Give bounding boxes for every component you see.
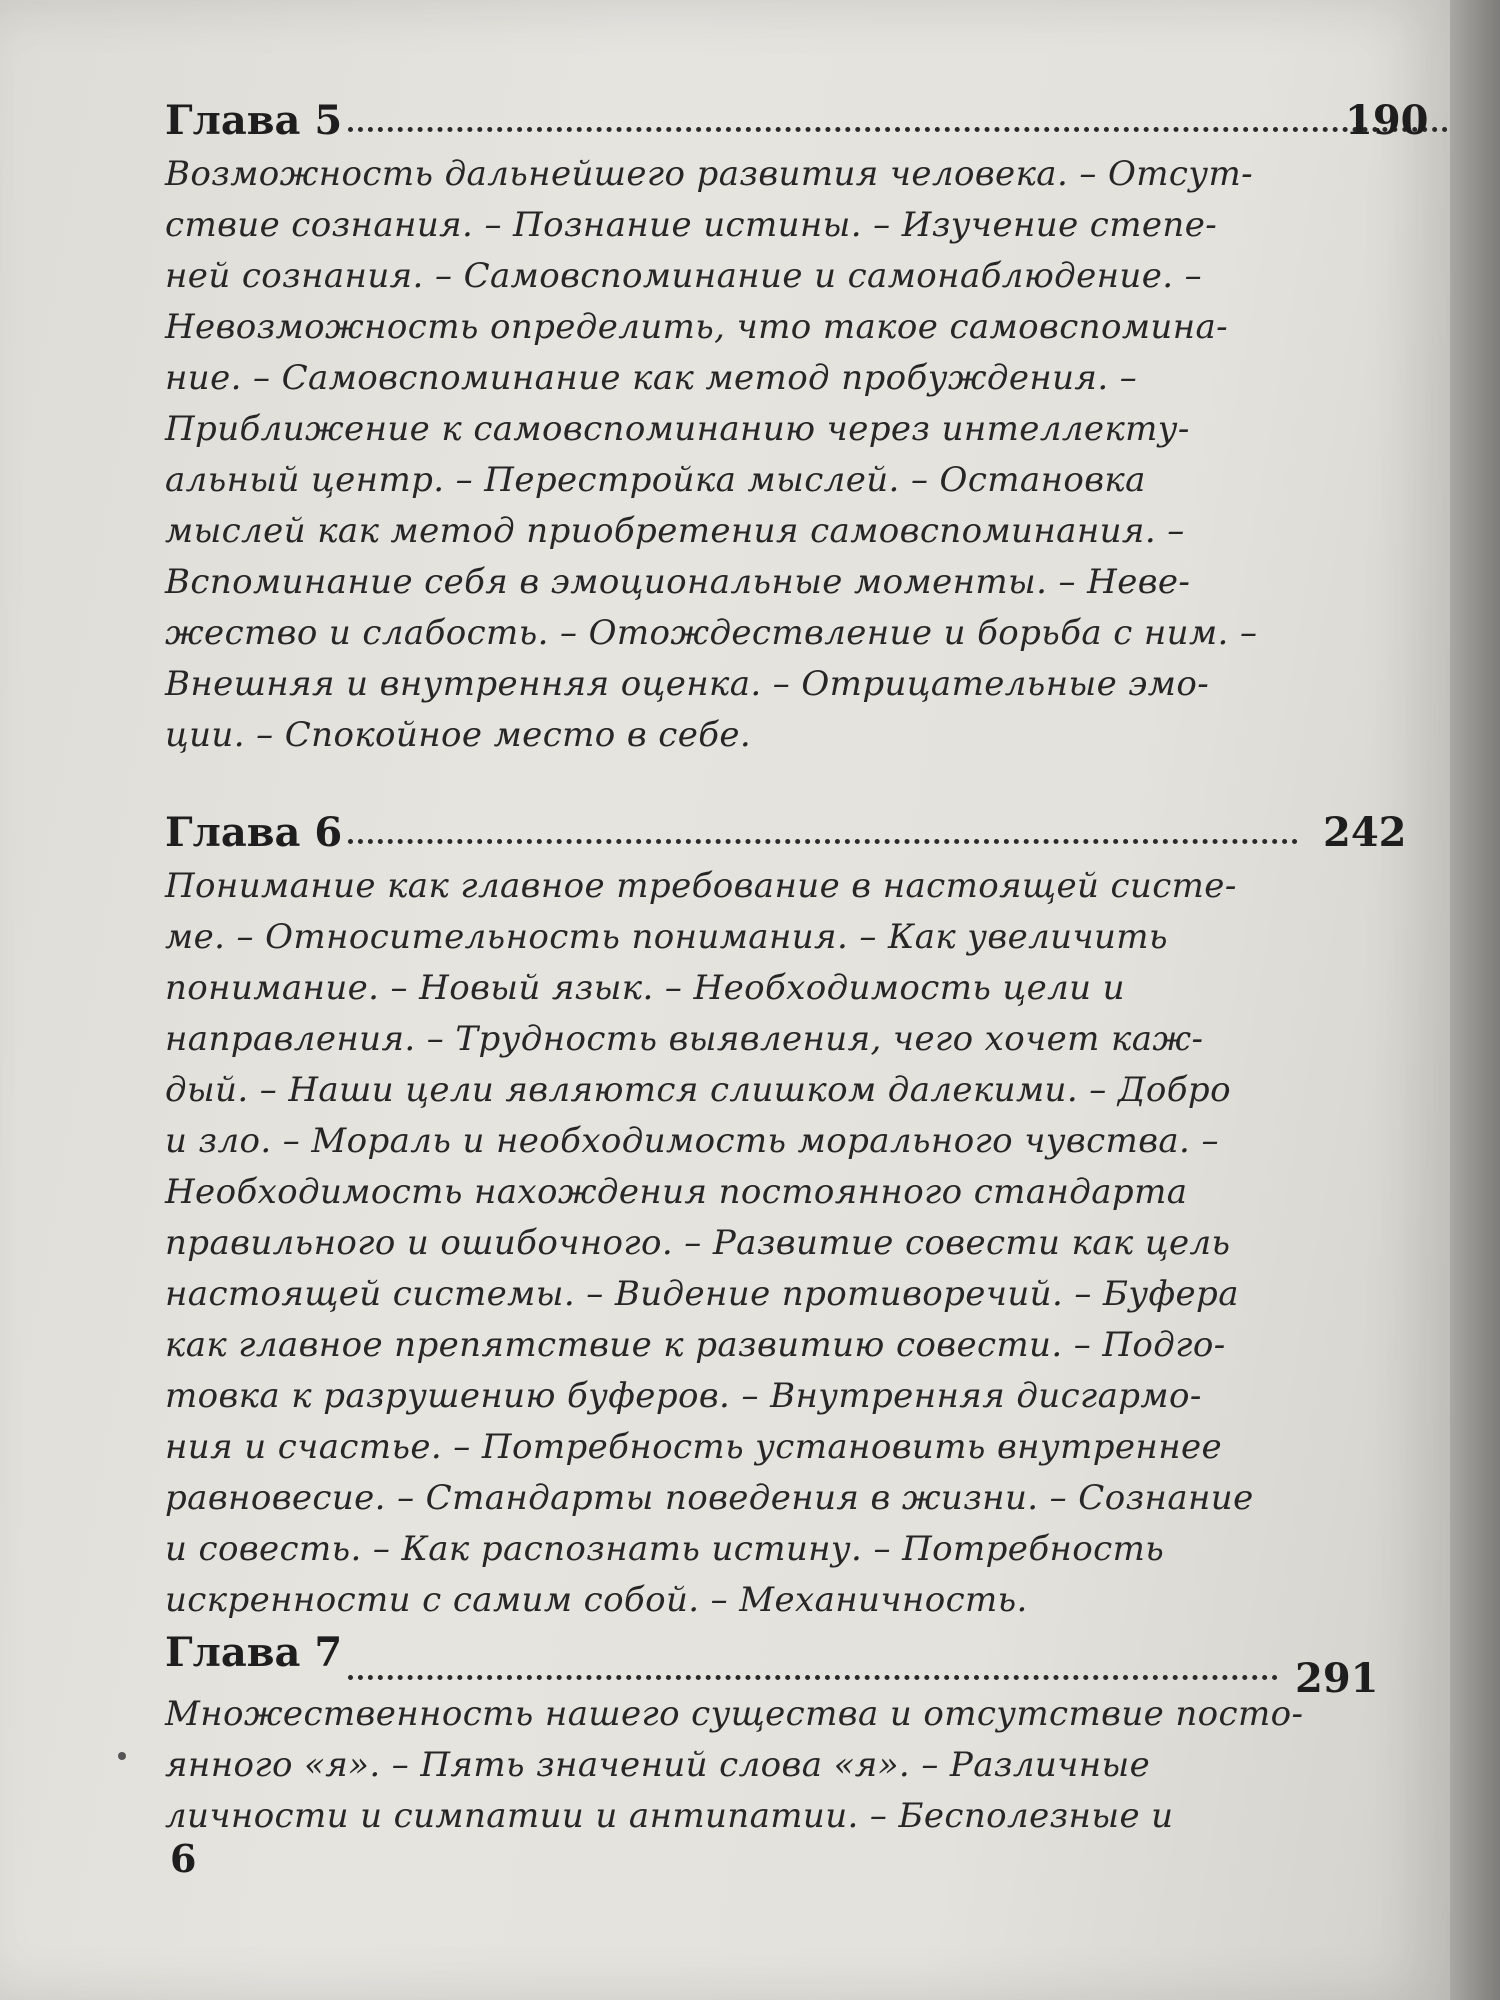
chapter-5-page-number: 190 [1345,97,1429,144]
summary-line: ме. – Относительность понимания. – Как увеличить [165,917,1168,957]
summary-line: Невозможность определить, что такое самовспомина- [165,307,1229,347]
summary-line: Необходимость нахождения постоянного стандарта [165,1172,1188,1212]
summary-line: личности и симпатии и антипатии. – Бесполезные и [165,1796,1174,1836]
summary-line: альный центр. – Перестройка мыслей. – Остановка [165,460,1146,500]
summary-line: мыслей как метод приобретения самовспоминания. – [165,511,1185,551]
chapter-6-summary [165,861,1295,1626]
chapter-5-title: Глава 5 [165,97,343,144]
chapter-7-entry [165,1625,1415,1842]
summary-line: Приближение к самовспоминанию через интеллекту- [165,409,1190,449]
chapter-6-title: Глава 6 [165,809,343,856]
summary-line: жество и слабость. – Отождествление и борьба с ним. – [165,613,1258,653]
summary-line: ния и счастье. – Потребность установить внутреннее [165,1427,1223,1467]
summary-line: Внешняя и внутренняя оценка. – Отрицательные эмо- [165,664,1210,704]
summary-line: как главное препятствие к развитию совести. – Подго- [165,1325,1226,1365]
summary-line: направления. – Трудность выявления, чего хочет каж- [165,1019,1204,1059]
summary-line: понимание. – Новый язык. – Необходимость цели и [165,968,1125,1008]
page-edge-shadow [1450,0,1500,2000]
chapter-5-entry [165,93,1429,761]
summary-line: равновесие. – Стандарты поведения в жизни. – Сознание [165,1478,1254,1518]
chapter-6-heading [165,805,1415,861]
summary-line: ние. – Самовспоминание как метод пробуждения. – [165,358,1138,398]
summary-line: Возможность дальнейшего развития человека. – Отсут- [165,154,1253,194]
summary-line: настоящей системы. – Видение противоречий. – Буфера [165,1274,1239,1314]
chapter-7-page-number: 291 [1295,1655,1379,1702]
chapter-6-entry [165,805,1415,1626]
summary-line: ствие сознания. – Познание истины. – Изучение степе- [165,205,1218,245]
summary-line: Понимание как главное требование в настоящей систе- [165,866,1237,906]
summary-line: ней сознания. – Самовспоминание и самонаблюдение. – [165,256,1203,296]
summary-line: и совесть. – Как распознать истину. – Потребность [165,1529,1165,1569]
chapter-7-heading [165,1625,1415,1702]
dot-leader [348,127,1450,132]
summary-line: Вспоминание себя в эмоциональные моменты. – Неве- [165,562,1191,602]
dot-leader [348,839,1298,844]
chapter-7-title: Глава 7 [165,1629,343,1676]
summary-line: товка к разрушению буферов. – Внутренняя дисгармо- [165,1376,1202,1416]
chapter-7-summary [165,1689,1304,1842]
chapter-5-heading [165,93,1429,149]
chapter-5-summary [165,149,1315,761]
summary-line: и зло. – Мораль и необходимость морального чувства. – [165,1121,1219,1161]
summary-line: правильного и ошибочного. – Развитие совести как цель [165,1223,1231,1263]
summary-line: дый. – Наши цели являются слишком далекими. – Добро [165,1070,1231,1110]
summary-line: Множественность нашего существа и отсутствие посто- [165,1694,1304,1734]
summary-line: янного «я». – Пять значений слова «я». – Различные [165,1745,1151,1785]
chapter-6-page-number: 242 [1323,809,1407,856]
summary-line: ции. – Спокойное место в себе. [165,715,752,755]
paper-speck [118,1752,126,1760]
page-number: 6 [170,1836,197,1881]
dot-leader [348,1675,1278,1680]
summary-line: искренности с самим собой. – Механичность. [165,1580,1028,1620]
